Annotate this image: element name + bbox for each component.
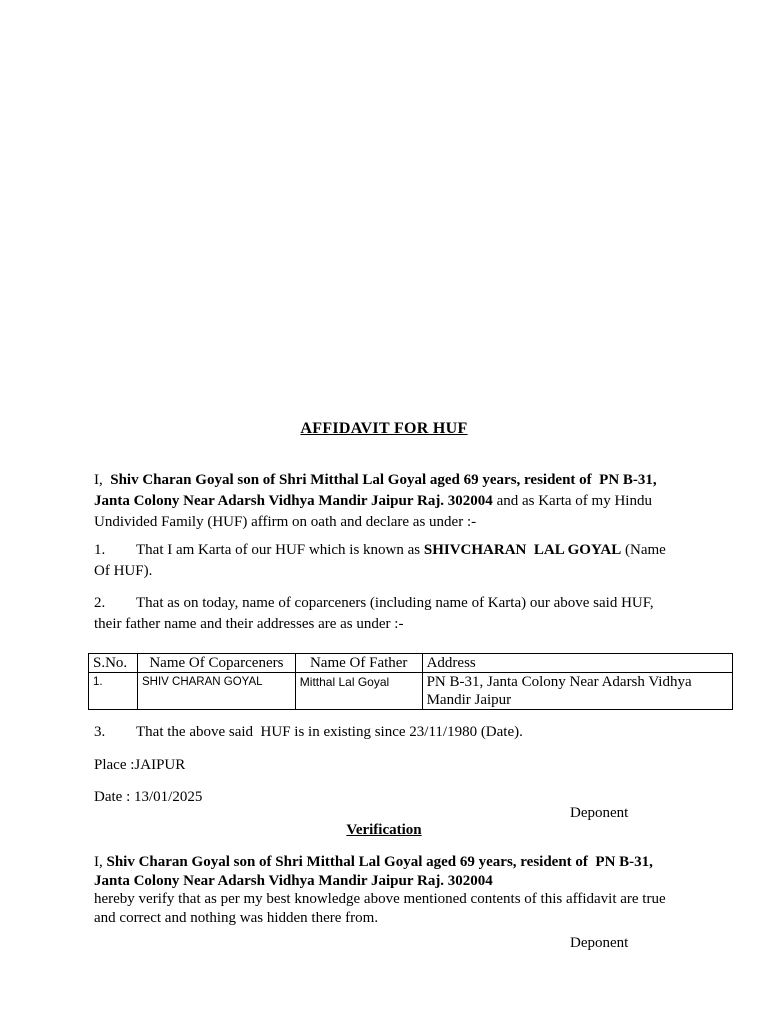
header-sno: S.No. <box>89 654 138 673</box>
clause-2 <box>94 593 680 635</box>
place-line: Place :JAIPUR <box>94 757 186 773</box>
clause-2-number: 2. <box>94 595 106 611</box>
cell-father-name: Mitthal Lal Goyal <box>295 673 422 710</box>
clause-1-huf-name: SHIVCHARAN LAL GOYAL <box>423 542 622 558</box>
verification-paragraph <box>94 853 680 927</box>
verification-bold-text: Shiv Charan Goyal son of Shri Mitthal Lal Goyal aged 69 years, resident of PN B-31, Janta Colony Near Adarsh Vidhya Mandir Jaipur Raj. 302004 <box>94 854 657 889</box>
document-title: AFFIDAVIT FOR HUF <box>300 420 468 437</box>
coparceners-table <box>88 653 733 710</box>
table-row <box>89 673 733 710</box>
cell-sno: 1. <box>89 673 138 710</box>
clause-1-number: 1. <box>94 542 106 558</box>
date-line: Date : 13/01/2025 <box>94 789 203 805</box>
intro-rest-text: and as Karta of my Hindu Undivided Family (HUF) affirm on oath and declare as under :- <box>94 493 656 530</box>
verification-prefix: I, <box>94 854 107 870</box>
cell-coparcener-name: SHIV CHARAN GOYAL <box>137 673 295 710</box>
clause-1-text-post: (Name Of HUF). <box>94 542 670 579</box>
deponent-label-2: Deponent <box>570 935 629 951</box>
clause-1-text: That I am Karta of our HUF which is known as <box>136 542 424 558</box>
header-father: Name Of Father <box>295 654 422 673</box>
clause-3-text: That the above said HUF is in existing since 23/11/1980 (Date). <box>136 724 523 740</box>
header-address: Address <box>422 654 732 673</box>
intro-prefix: I, <box>94 472 111 488</box>
intro-bold-text: Shiv Charan Goyal son of Shri Mitthal Lal Goyal aged 69 years, resident of PN B-31, Janta Colony Near Adarsh Vidhya Mandir Jaipur Raj. 302004 <box>94 472 661 509</box>
table-header-row <box>89 654 733 673</box>
header-coparceners: Name Of Coparceners <box>137 654 295 673</box>
cell-address: PN B-31, Janta Colony Near Adarsh Vidhya Mandir Jaipur <box>422 673 732 710</box>
verification-heading: Verification <box>346 822 422 838</box>
clause-2-text: That as on today, name of coparceners (including name of Karta) our above said HUF, their father name and their addresses are as under :- <box>94 595 658 632</box>
clause-1 <box>94 540 680 582</box>
intro-paragraph <box>94 470 680 533</box>
verification-rest-text: hereby verify that as per my best knowledge above mentioned contents of this affidavit are true and correct and nothing was hidden there from. <box>94 891 670 926</box>
deponent-label-1: Deponent <box>570 805 629 821</box>
clause-3-number: 3. <box>94 724 106 740</box>
clause-3 <box>94 722 680 743</box>
